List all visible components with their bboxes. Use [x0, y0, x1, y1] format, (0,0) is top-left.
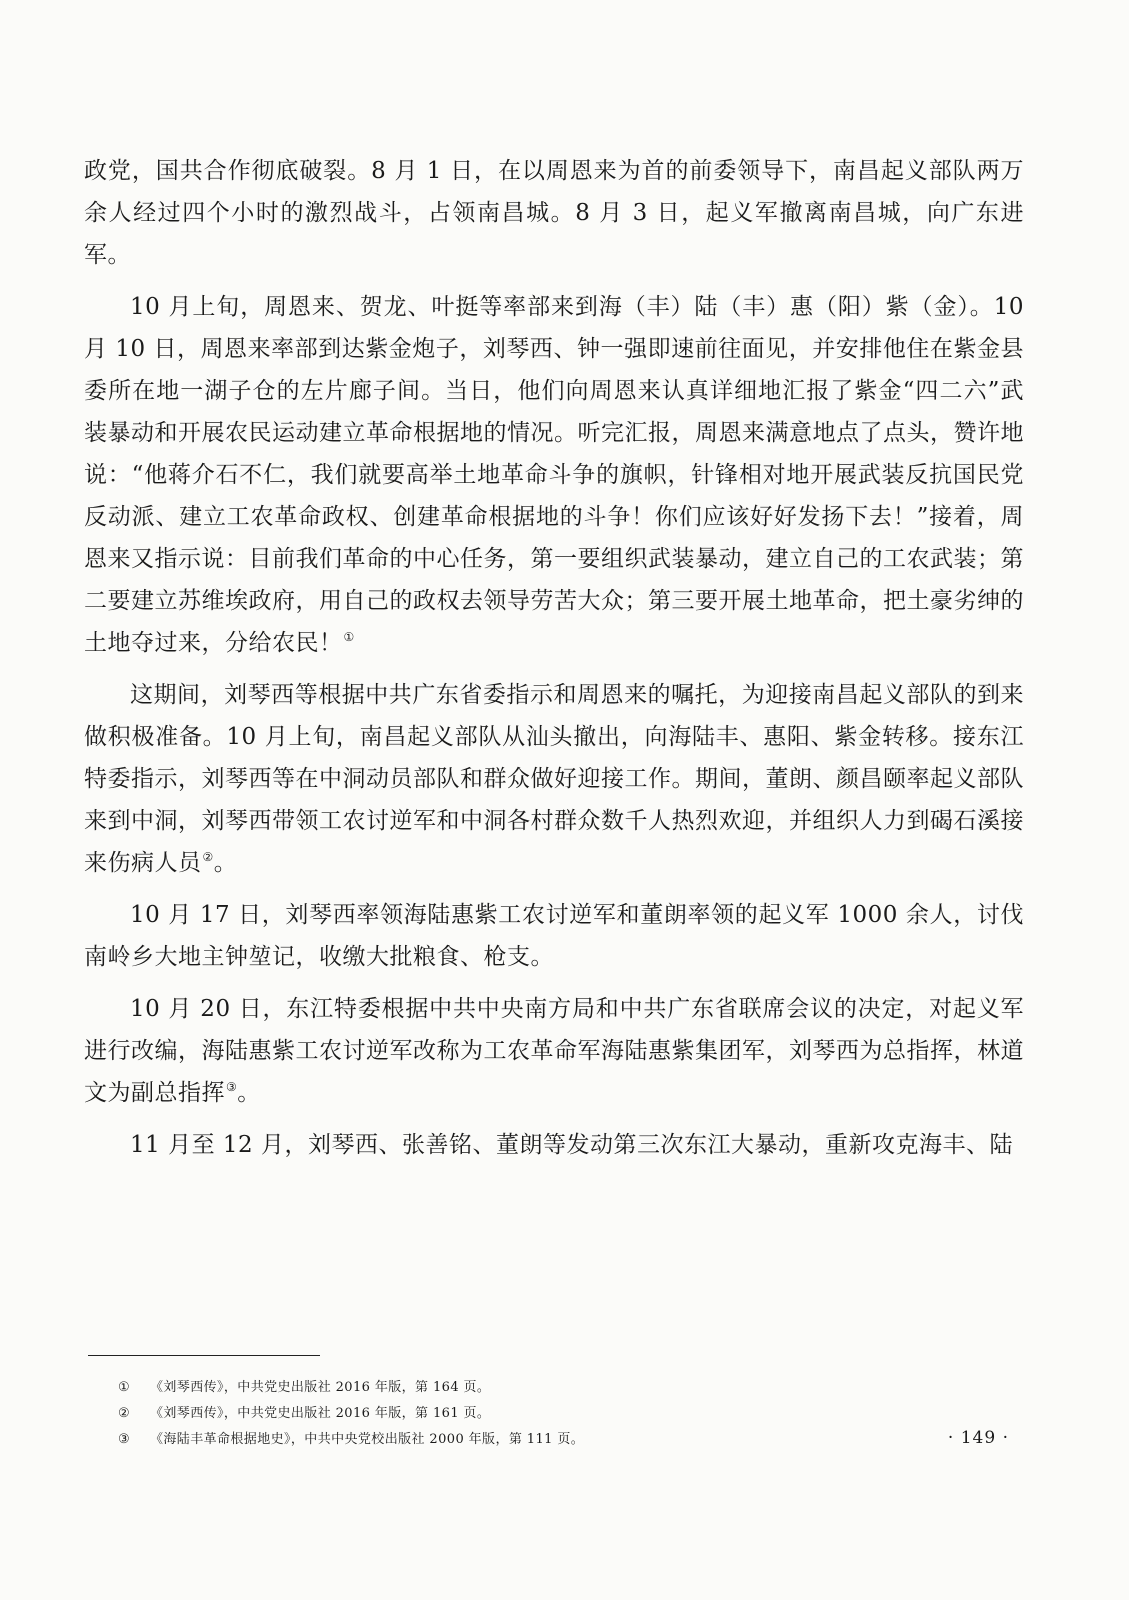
footnote-divider: [88, 1355, 320, 1356]
paragraph-6: [84, 1124, 1024, 1166]
main-text: [84, 150, 1024, 1176]
paragraph-tail: 。: [237, 1080, 261, 1106]
paragraph-tail: 。: [213, 850, 238, 876]
footnotes: [118, 1375, 998, 1453]
footnote-marker: ①: [118, 1380, 131, 1395]
footnote-marker: ③: [118, 1432, 131, 1447]
footnote-3: [118, 1427, 998, 1453]
footnote-reference-1[interactable]: ①: [343, 630, 355, 645]
paragraph-1: [84, 150, 1024, 276]
paragraph-text: 10 月 20 日，东江特委根据中共中央南方局和中共广东省联席会议的决定，对起义军进行改编，海陆惠紫工农讨逆军改称为工农革命军海陆惠紫集团军，刘琴西为总指挥，林道文为副总指挥: [84, 996, 1024, 1106]
paragraph-5: [84, 988, 1024, 1114]
paragraph-3: [84, 674, 1024, 884]
footnote-reference-2[interactable]: ②: [202, 850, 214, 865]
paragraph-text: 政党，国共合作彻底破裂。8 月 1 日，在以周恩来为首的前委领导下，南昌起义部队两万余人经过四个小时的激烈战斗，占领南昌城。8 月 3 日，起义军撤离南昌城，向广东进军。: [84, 158, 1024, 268]
paragraph-text: 这期间，刘琴西等根据中共广东省委指示和周恩来的嘱托，为迎接南昌起义部队的到来做积极准备。10 月上旬，南昌起义部队从汕头撤出，向海陆丰、惠阳、紫金转移。接东江特委指示，刘琴西等在中洞动员部队和群众做好迎接工作。期间，董朗、颜昌颐率起义部队来到中洞，刘琴西带领工农讨逆军和中洞各村群众数千人热烈欢迎，并组织人力到碣石溪接来伤病人员: [84, 682, 1024, 876]
footnote-text: 《刘琴西传》，中共党史出版社 2016 年版，第 164 页。: [150, 1380, 491, 1395]
footnote-text: 《刘琴西传》，中共党史出版社 2016 年版，第 161 页。: [150, 1406, 491, 1421]
footnote-1: [118, 1375, 998, 1401]
paragraph-text: 10 月 17 日，刘琴西率领海陆惠紫工农讨逆军和董朗率领的起义军 1000 余人，讨伐南岭乡大地主钟堃记，收缴大批粮食、枪支。: [84, 902, 1024, 970]
footnote-reference-3[interactable]: ③: [226, 1080, 238, 1095]
paragraph-4: [84, 894, 1024, 978]
page-number: · 149 ·: [947, 1428, 1009, 1448]
paragraph-2: [84, 286, 1024, 664]
paragraph-text: 11 月至 12 月，刘琴西、张善铭、董朗等发动第三次东江大暴动，重新攻克海丰、陆: [130, 1132, 1013, 1158]
paragraph-text: 10 月上旬，周恩来、贺龙、叶挺等率部来到海（丰）陆（丰）惠（阳）紫（金）。10 月 10 日，周恩来率部到达紫金炮子，刘琴西、钟一强即速前往面见，并安排他住在紫金县委所在地一湖子仓的左片廊子间。当日，他们向周恩来认真详细地汇报了紫金“四二六”武装暴动和开展农民运动建立革命根据地的情况。听完汇报，周恩来满意地点了点头，赞许地说：“他蒋介石不仁，我们就要高举土地革命斗争的旗帜，针锋相对地开展武装反抗国民党反动派、建立工农革命政权、创建革命根据地的斗争！你们应该好好发扬下去！”接着，周恩来又指示说：目前我们革命的中心任务，第一要组织武装暴动，建立自己的工农武装；第二要建立苏维埃政府，用自己的政权去领导劳苦大众；第三要开展土地革命，把土豪劣绅的土地夺过来，分给农民！: [84, 294, 1024, 656]
footnote-marker: ②: [118, 1406, 131, 1421]
footnote-text: 《海陆丰革命根据地史》，中共中央党校出版社 2000 年版，第 111 页。: [150, 1432, 585, 1447]
footnote-2: [118, 1401, 998, 1427]
